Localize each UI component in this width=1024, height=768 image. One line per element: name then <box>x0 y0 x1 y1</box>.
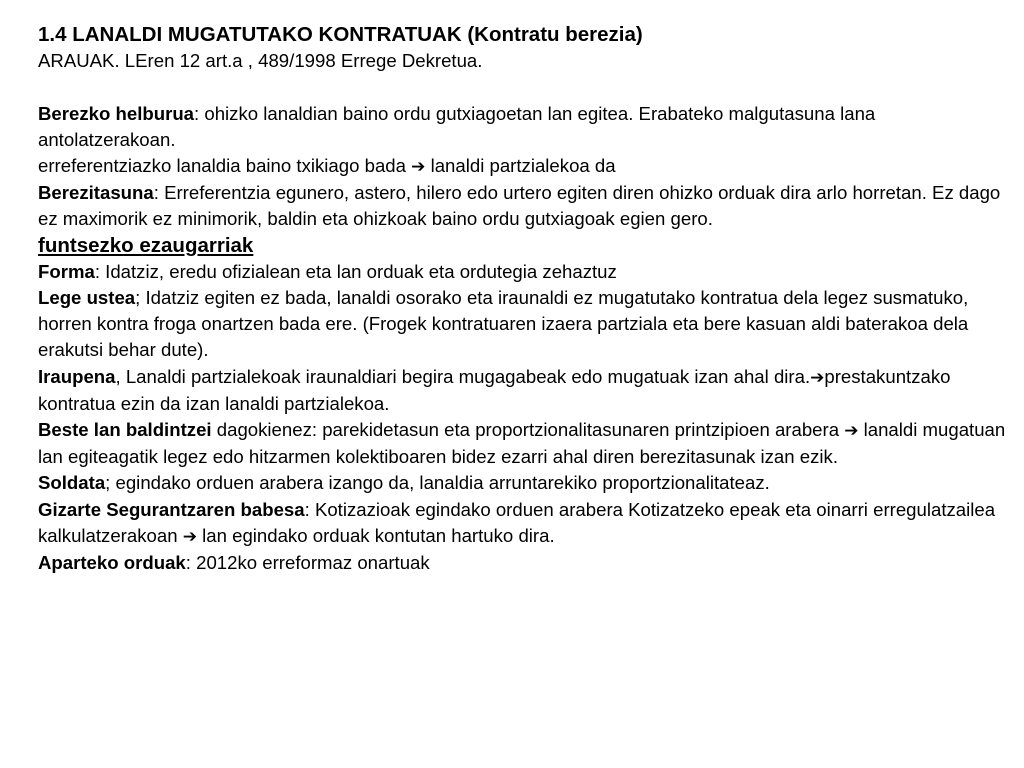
paragraph-berezitasuna <box>38 180 1016 232</box>
text-erreferentzia-after: lanaldi partzialekoa da <box>425 155 616 176</box>
paragraph-iraupena <box>38 364 1016 417</box>
paragraph-soldata <box>38 470 1016 496</box>
text-gizarte-after: lan egindako orduak kontutan hartuko dira. <box>196 524 555 546</box>
paragraph-gizarte <box>38 497 1016 550</box>
page-title: 1.4 LANALDI MUGATUTAKO KONTRATUAK (Kontratu berezia) <box>38 23 643 46</box>
label-helburua: Berezko helburua <box>38 102 195 124</box>
right-arrow-icon: ➔ <box>844 421 859 442</box>
text-forma: : Idatziz, eredu ofizialean eta lan orduak eta ordutegia zehaztuz <box>94 260 617 282</box>
text-helburua: : ohizko lanaldian baino ordu gutxiagoetan lan egitea. Erabateko malgutasuna lana antolatzerakoan. <box>38 102 876 150</box>
slide-content <box>38 22 1016 576</box>
paragraph-lege-ustea <box>38 285 1016 364</box>
label-lege-ustea: Lege ustea <box>38 287 136 309</box>
text-berezitasuna: : Erreferentzia egunero, astero, hilero edo urtero egiten diren ohizko orduak dira arlo horretan. Ez dago ez maximorik ez minimorik, baldin eta ohizkoak baino ordu gutxiagoak egien gero. <box>38 182 1001 230</box>
label-gizarte: Gizarte Segurantzaren babesa <box>38 498 305 520</box>
text-iraupena: , Lanaldi partzialekoak iraunaldiari begira mugagabeak edo mugatuak izan ahal dira. <box>115 365 811 387</box>
text-iraupena-after: prestakuntzako kontratua ezin da izan lanaldi partzialekoa. <box>38 365 951 414</box>
text-lege-ustea: ; Idatziz egiten ez bada, lanaldi osorako eta iraunaldi ez mugatutako kontratua dela legez susmatuko, horren kontra froga onartzen bada ere. (Frogek kontratuaren izaera partziala eta bere kasuan aldi baterakoa dela erakutsi behar dute). <box>38 287 969 361</box>
paragraph-erreferentzia <box>38 153 1016 180</box>
paragraph-helburua <box>38 101 1016 153</box>
right-arrow-icon: ➔ <box>182 526 197 547</box>
label-beste-lan: Beste lan baldintzei <box>38 419 212 441</box>
label-berezitasuna: Berezitasuna <box>38 182 154 204</box>
spacer <box>38 74 1016 100</box>
text-aparteko: : 2012ko erreformaz onartuak <box>185 552 430 574</box>
section-heading: funtsezko ezaugarriak <box>38 233 254 257</box>
label-forma: Forma <box>38 260 95 282</box>
right-arrow-icon: ➔ <box>810 367 825 388</box>
text-beste-lan-after: lanaldi mugatuan lan egiteagatik legez edo hitzarmen kolektiboaren bidez ezarri ahal diren berezitasunak izan ezik. <box>38 419 1006 468</box>
page-subtitle: ARAUAK. LEren 12 art.a , 489/1998 Errege Dekretua. <box>38 50 483 72</box>
text-erreferentzia-before: erreferentziazko lanaldia baino txikiago bada <box>38 155 412 176</box>
text-soldata: ; egindako orduen arabera izango da, lanaldia arruntarekiko proportzionalitateaz. <box>105 472 770 494</box>
text-beste-lan: dagokienez: parekidetasun eta proportzionalitasunaren printzipioen arabera <box>211 419 845 441</box>
paragraph-aparteko <box>38 550 1016 576</box>
label-iraupena: Iraupena <box>38 365 116 387</box>
label-aparteko: Aparteko orduak <box>38 552 186 574</box>
right-arrow-icon: ➔ <box>411 157 426 177</box>
paragraph-forma <box>38 259 1016 285</box>
text-gizarte: : Kotizazioak egindako orduen arabera Kotizatzeko epeak eta oinarri erregulatzailea kalkulatzerakoan <box>38 498 996 546</box>
label-soldata: Soldata <box>38 472 106 494</box>
paragraph-beste-lan <box>38 417 1016 470</box>
